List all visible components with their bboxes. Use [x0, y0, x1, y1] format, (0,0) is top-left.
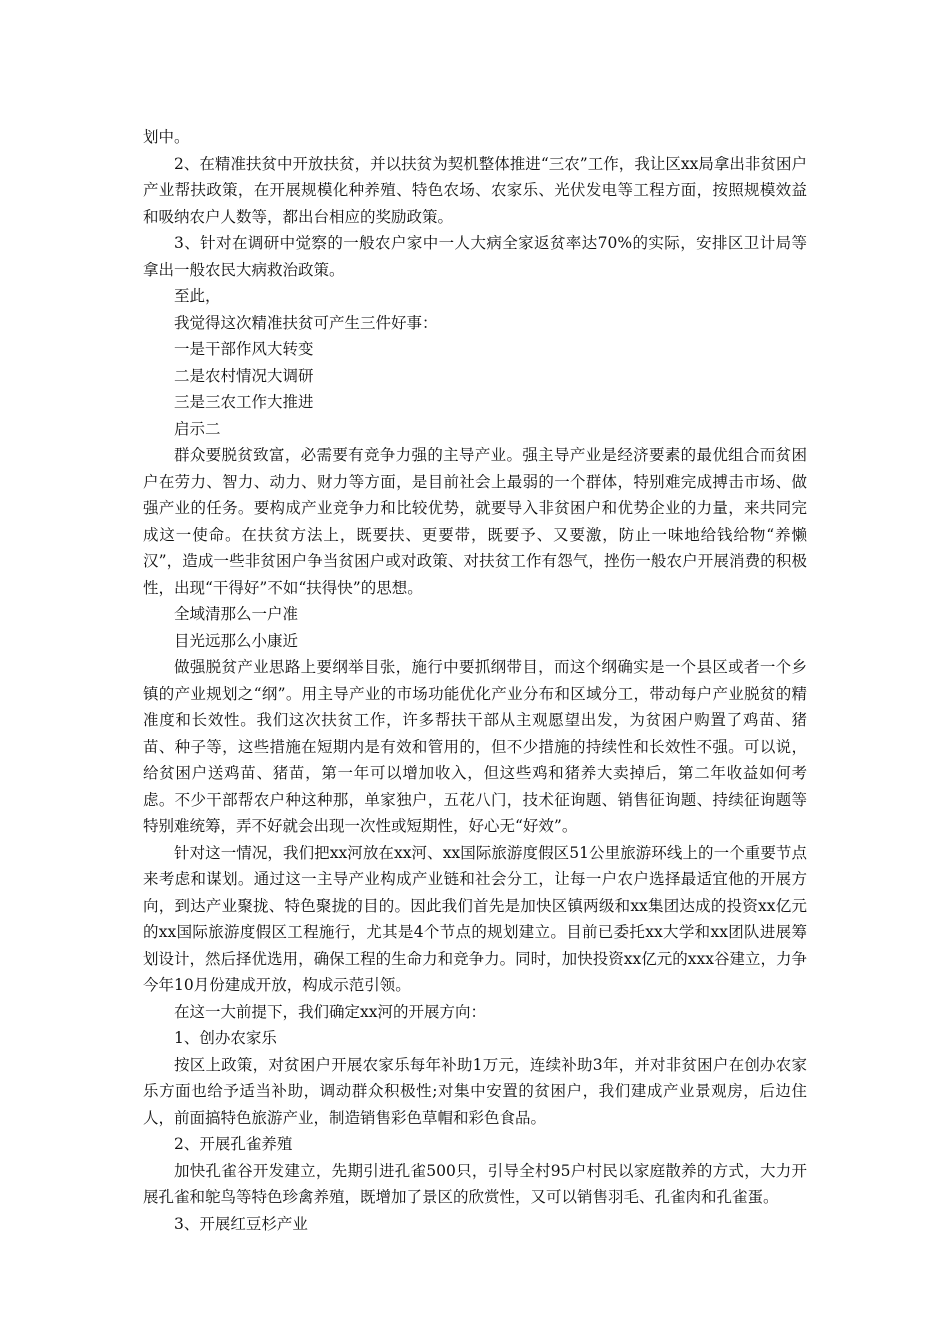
- paragraph: 针对这一情况，我们把xx河放在xx河、xx国际旅游度假区51公里旅游环线上的一个重要节点来考虑和谋划。通过这一主导产业构成产业链和社会分工，让每一户农户选择最适宜他的开展方向，到达产业聚拢、特色聚拢的目的。因此我们首先是加快区镇两级和xx集团达成的投资xx亿元的xx国际旅游度假区工程施行，尤其是4个节点的规划建立。目前已委托xx大学和xx团队进展筹划设计，然后择优选用，确保工程的生命力和竞争力。同时，加快投资xx亿元的xxx谷建立，力争今年10月份建成开放，构成示范引领。: [143, 843, 807, 994]
- paragraph: 做强脱贫产业思路上要纲举目张，施行中要抓纲带目，而这个纲确实是一个县区或者一个乡镇的产业规划之“纲”。用主导产业的市场功能优化产业分布和区域分工，带动每户产业脱贫的精准度和长效性。我们这次扶贫工作，许多帮扶干部从主观愿望出发，为贫困户购置了鸡苗、猪苗、种子等，这些措施在短期内是有效和管用的，但不少措施的持续性和长效性不强。可以说，给贫困户送鸡苗、猪苗，第一年可以增加收入，但这些鸡和猪养大卖掉后，第二年收益如何考虑。不少干部帮农户种这种那，单家独户，五花八门，技术征询题、销售征询题、持续征询题等特别难统筹，弄不好就会出现一次性或短期性，好心无“好效”。: [143, 658, 807, 835]
- paragraph: 群众要脱贫致富，必需要有竞争力强的主导产业。强主导产业是经济要素的最优组合而贫困户在劳力、智力、动力、财力等方面，是目前社会上最弱的一个群体，特别难完成搏击市场、做强产业的任务。要构成产业竞争力和比较优势，就要导入非贫困户和优势企业的力量，来共同完成这一使命。在扶贫方法上，既要扶、更要带，既要予、又要激，防止一味地给钱给物“养懒汉”，造成一些非贫困户争当贫困户或对政策、对扶贫工作有怨气，挫伤一般农户开展消费的积极性，出现“干得好”不如“扶得快”的思想。: [143, 446, 807, 597]
- paragraph: 2、在精准扶贫中开放扶贫，并以扶贫为契机整体推进“三农”工作，我让区xx局拿出非贫困户产业帮扶政策，在开展规模化种养殖、特色农场、农家乐、光伏发电等工程方面，按照规模效益和吸纳农户人数等，都出台相应的奖励政策。: [143, 154, 807, 226]
- item-heading: 3、开展红豆杉产业: [174, 1214, 308, 1233]
- list-item: 二是农村情况大调研: [174, 366, 314, 385]
- item-heading: 2、开展孔雀养殖: [174, 1135, 293, 1153]
- paragraph: 加快孔雀谷开发建立，先期引进孔雀500只，引导全村95户村民以家庭散养的方式，大力开展孔雀和鸵鸟等特色珍禽养殖，既增加了景区的欣赏性，又可以销售羽毛、孔雀肉和孔雀蛋。: [143, 1161, 807, 1206]
- item-heading: 1、创办农家乐: [174, 1029, 277, 1047]
- paragraph: 至此，: [174, 287, 221, 305]
- section-heading: 启示二: [174, 419, 221, 438]
- paragraph: 划中。: [143, 128, 190, 146]
- paragraph: 按区上政策，对贫困户开展农家乐每年补助1万元，连续补助3年，并对非贫困户在创办农家乐方面也给予适当补助，调动群众积极性;对集中安置的贫困户，我们建成产业景观房，后边住人，前面搞特色旅游产业，制造销售彩色草帽和彩色食品。: [143, 1055, 807, 1127]
- document-body: [143, 124, 807, 1237]
- subheading: 目光远那么小康近: [174, 631, 299, 650]
- list-item: 一是干部作风大转变: [174, 340, 314, 358]
- list-item: 三是三农工作大推进: [174, 393, 314, 411]
- subheading: 全域清那么一户准: [174, 605, 299, 623]
- paragraph: 我觉得这次精准扶贫可产生三件好事：: [174, 313, 438, 332]
- paragraph: 在这一大前提下，我们确定xx河的开展方向：: [174, 1002, 486, 1021]
- paragraph: 3、针对在调研中觉察的一般农户家中一人大病全家返贫率达70%的实际，安排区卫计局等拿出一般农民大病救治政策。: [143, 234, 807, 279]
